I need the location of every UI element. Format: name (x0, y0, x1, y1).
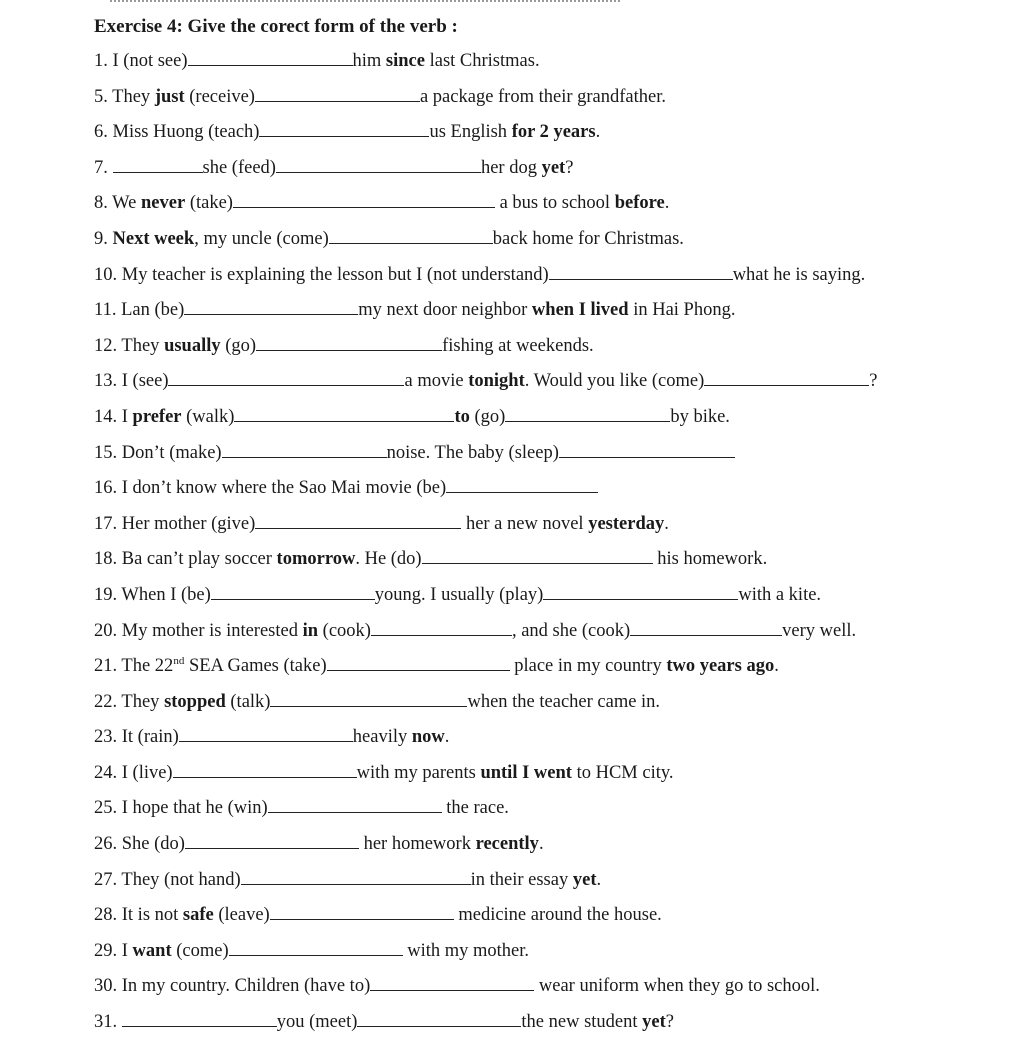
question-number: 15. (94, 442, 122, 463)
question-29 (94, 934, 994, 970)
question-text: It is not (121, 905, 183, 926)
scan-edge-line (110, 0, 620, 5)
question-text: In my country. Children (have to) (121, 976, 371, 997)
question-31 (94, 1005, 994, 1041)
bold-keyword: safe (182, 905, 214, 926)
question-10 (94, 258, 994, 294)
question-text: us English (429, 122, 512, 143)
bold-keyword: when I lived (531, 300, 629, 321)
bold-keyword: stopped (164, 691, 226, 712)
question-text: Her mother (give) (121, 513, 256, 534)
question-text: They (not hand) (121, 869, 241, 890)
question-text: with my mother. (402, 940, 530, 961)
question-number: 29. (94, 940, 122, 961)
answer-blank[interactable] (270, 686, 467, 707)
question-17 (94, 507, 994, 543)
question-number: 9. (94, 228, 113, 249)
question-text: her a new novel (461, 513, 589, 534)
bold-keyword: tonight (468, 371, 525, 392)
question-12 (94, 329, 994, 365)
bold-keyword: Next week (112, 228, 195, 249)
question-19 (94, 578, 994, 614)
answer-blank[interactable] (630, 615, 782, 636)
question-text: a bus to school (494, 193, 615, 214)
question-text: They (112, 86, 155, 107)
bold-keyword: before (614, 193, 665, 214)
answer-blank[interactable] (113, 152, 203, 173)
question-text: I hope that he (win) (121, 798, 268, 819)
answer-blank[interactable] (255, 81, 420, 102)
answer-blank[interactable] (549, 259, 733, 280)
worksheet (94, 14, 994, 1041)
question-text: last Christmas. (424, 51, 540, 71)
bold-keyword: for 2 years (511, 122, 596, 143)
question-11 (94, 293, 994, 329)
question-text: . He (do) (355, 549, 422, 570)
answer-blank[interactable] (505, 401, 670, 422)
question-24 (94, 756, 994, 792)
question-text: her homework (358, 834, 476, 855)
question-26 (94, 827, 994, 863)
question-text: the race. (441, 798, 509, 819)
question-5 (94, 80, 994, 116)
question-number: 1. (94, 51, 113, 71)
question-text: (go) (220, 335, 257, 356)
question-14 (94, 400, 994, 436)
question-text: (receive) (184, 86, 255, 107)
question-13 (94, 364, 994, 400)
question-23 (94, 720, 994, 756)
question-text: what he is saying. (732, 264, 866, 285)
question-number: 6. (94, 122, 113, 143)
question-text: wear uniform when they go to school. (534, 976, 820, 997)
question-text: young. I usually (play) (374, 584, 544, 605)
answer-blank[interactable] (241, 864, 471, 885)
question-text: him (352, 51, 386, 71)
bold-keyword: want (132, 940, 172, 961)
question-text: ? (665, 1012, 674, 1033)
question-number: 18. (94, 549, 122, 570)
question-text: , my uncle (come) (194, 228, 329, 249)
answer-blank[interactable] (185, 828, 359, 849)
answer-blank[interactable] (184, 294, 358, 315)
bold-keyword: yet (642, 1012, 666, 1033)
question-text: her dog (480, 157, 542, 178)
question-text: Ba can’t play soccer (121, 549, 277, 570)
question-text: the new student (521, 1012, 643, 1033)
question-number: 31. (94, 1012, 122, 1033)
question-text: a movie (404, 371, 469, 392)
question-number: 11. (94, 300, 122, 321)
question-30 (94, 969, 994, 1005)
question-text: (walk) (181, 406, 235, 427)
answer-blank[interactable] (270, 899, 454, 920)
question-25 (94, 791, 994, 827)
question-8 (94, 186, 994, 222)
question-text: Don’t (make) (121, 442, 222, 463)
bold-keyword: yet (541, 157, 566, 178)
question-text: I (see) (121, 371, 169, 392)
question-text: his homework. (652, 549, 768, 570)
question-text: ? (565, 157, 574, 178)
question-text: I (not see) (112, 51, 188, 71)
question-text: with my parents (356, 762, 481, 783)
question-text: She (do) (121, 834, 185, 855)
question-text: . (596, 869, 602, 890)
question-1 (94, 44, 994, 80)
question-number: 26. (94, 834, 122, 855)
question-number: 20. (94, 620, 122, 641)
question-text: (come) (171, 940, 229, 961)
question-18 (94, 542, 994, 578)
bold-keyword: yesterday (588, 513, 665, 534)
question-text: . (538, 834, 544, 855)
question-text: when the teacher came in. (467, 691, 661, 712)
answer-blank[interactable] (168, 365, 404, 386)
question-number: 7. (94, 157, 113, 178)
answer-blank[interactable] (234, 401, 454, 422)
bold-keyword: since (385, 51, 425, 71)
question-text: (talk) (225, 691, 271, 712)
question-text: noise. The baby (sleep) (386, 442, 559, 463)
question-text: The 22 (121, 656, 174, 677)
answer-blank[interactable] (256, 330, 442, 351)
answer-blank[interactable] (233, 187, 495, 208)
question-number: 14. (94, 406, 122, 427)
question-text: I (121, 940, 133, 961)
answer-blank[interactable] (559, 437, 735, 458)
question-number: 28. (94, 905, 122, 926)
question-21 (94, 649, 994, 685)
question-7 (94, 151, 994, 187)
answer-blank[interactable] (357, 1006, 521, 1027)
question-text: back home for Christmas. (492, 228, 684, 249)
bold-keyword: usually (164, 335, 221, 356)
question-text: , and she (cook) (511, 620, 631, 641)
answer-blank[interactable] (259, 116, 429, 137)
question-22 (94, 685, 994, 721)
answer-blank[interactable] (276, 152, 481, 173)
question-6 (94, 115, 994, 151)
answer-blank[interactable] (179, 721, 353, 742)
answer-blank[interactable] (188, 45, 353, 66)
question-text: I (live) (121, 762, 173, 783)
answer-blank[interactable] (371, 615, 512, 636)
question-number: 25. (94, 798, 122, 819)
question-text: . (774, 656, 779, 677)
exercise-title: Exercise 4: Give the corect form of the verb : (94, 16, 458, 37)
question-text: (cook) (318, 620, 371, 641)
question-text: heavily (352, 727, 412, 748)
question-text: in Hai Phong. (628, 300, 736, 321)
question-number: 10. (94, 264, 122, 285)
answer-blank[interactable] (268, 792, 442, 813)
question-text: I don’t know where the Sao Mai movie (be) (121, 478, 447, 499)
answer-blank[interactable] (255, 508, 461, 529)
bold-keyword: to (454, 406, 470, 427)
question-text: (take) (185, 193, 233, 214)
question-number: 17. (94, 513, 122, 534)
question-text: place in my country (509, 656, 667, 677)
question-text: she (feed) (202, 157, 276, 178)
question-text: medicine around the house. (453, 905, 662, 926)
question-text: We (112, 193, 141, 214)
bold-keyword: just (154, 86, 185, 107)
bold-keyword: two years ago (666, 656, 775, 677)
bold-keyword: prefer (132, 406, 182, 427)
question-list (94, 44, 994, 1041)
answer-blank[interactable] (211, 579, 375, 600)
bold-keyword: in (302, 620, 319, 641)
bold-keyword: yet (572, 869, 597, 890)
question-28 (94, 898, 994, 934)
question-text: It (rain) (121, 727, 179, 748)
question-number: 21. (94, 656, 122, 677)
bold-keyword: never (141, 193, 186, 214)
answer-blank[interactable] (422, 543, 653, 564)
answer-blank[interactable] (446, 472, 598, 493)
question-number: 22. (94, 691, 122, 712)
question-number: 16. (94, 478, 122, 499)
question-text: . (664, 513, 669, 534)
question-16 (94, 471, 994, 507)
question-text: by bike. (670, 406, 730, 427)
question-text: . (664, 193, 670, 214)
question-number: 24. (94, 762, 122, 783)
question-number: 8. (94, 193, 113, 214)
question-text: with a kite. (738, 584, 822, 605)
answer-blank[interactable] (173, 757, 357, 778)
question-number: 30. (94, 976, 122, 997)
question-text: fishing at weekends. (442, 335, 594, 356)
question-text: a package from their grandfather. (419, 86, 666, 107)
question-text: Miss Huong (teach) (112, 122, 260, 143)
answer-blank[interactable] (122, 1006, 277, 1027)
bold-keyword: now (411, 727, 445, 748)
question-number: 23. (94, 727, 122, 748)
question-text: . Would you like (come) (524, 371, 705, 392)
question-text: . (595, 122, 601, 143)
question-text: Lan (be) (121, 300, 185, 321)
answer-blank[interactable] (329, 223, 493, 244)
answer-blank[interactable] (704, 365, 869, 386)
bold-keyword: tomorrow (276, 549, 356, 570)
question-9 (94, 222, 994, 258)
question-text: They (121, 691, 165, 712)
question-text: SEA Games (take) (184, 656, 327, 677)
question-15 (94, 436, 994, 472)
question-text: my next door neighbor (358, 300, 532, 321)
question-number: 19. (94, 584, 122, 605)
question-number: 13. (94, 371, 122, 392)
ordinal-suffix: nd (173, 654, 185, 667)
question-number: 12. (94, 335, 122, 356)
question-text: My mother is interested (121, 620, 303, 641)
question-number: 27. (94, 869, 122, 890)
question-text: I (121, 406, 133, 427)
question-text: When I (be) (121, 584, 211, 605)
answer-blank[interactable] (370, 970, 534, 991)
answer-blank[interactable] (327, 650, 510, 671)
question-text: (go) (469, 406, 506, 427)
question-27 (94, 863, 994, 899)
answer-blank[interactable] (222, 437, 387, 458)
question-text: ? (869, 371, 878, 392)
answer-blank[interactable] (229, 935, 403, 956)
question-text: My teacher is explaining the lesson but I (not understand) (121, 264, 549, 285)
question-text: very well. (782, 620, 857, 641)
question-text: They (121, 335, 165, 356)
question-text: you (meet) (276, 1012, 358, 1033)
question-20 (94, 614, 994, 650)
bold-keyword: recently (475, 834, 539, 855)
bold-keyword: until I went (480, 762, 572, 783)
question-text: . (444, 727, 450, 748)
answer-blank[interactable] (543, 579, 738, 600)
question-number: 5. (94, 86, 113, 107)
question-text: to HCM city. (571, 762, 674, 783)
question-text: (leave) (213, 905, 270, 926)
question-text: in their essay (470, 869, 573, 890)
